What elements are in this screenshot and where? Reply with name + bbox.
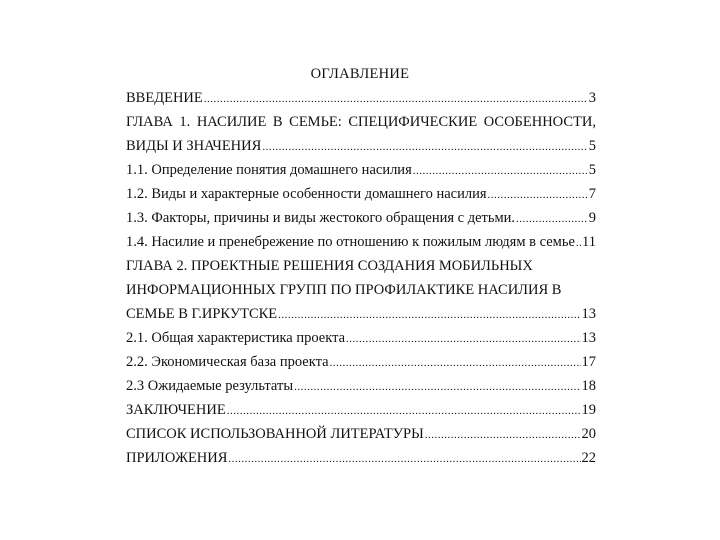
heading-word: ГЛАВА	[126, 114, 173, 130]
toc-leader-dots	[204, 91, 588, 108]
toc-leader-dots	[228, 451, 580, 468]
toc-entry-text: ВВЕДЕНИЕ	[126, 90, 203, 106]
toc-entry-2-3	[126, 378, 596, 396]
toc-leader-dots	[294, 379, 580, 396]
toc-entry-1-2	[126, 186, 596, 204]
toc-leader-dots	[262, 139, 587, 156]
toc-entry-introduction	[126, 90, 596, 108]
toc-entry-page: 19	[581, 402, 596, 418]
toc-entry-text: ПРИЛОЖЕНИЯ	[126, 450, 228, 466]
toc-entry-heading-line: ИНФОРМАЦИОННЫХ ГРУПП ПО ПРОФИЛАКТИКЕ НАСИЛИЯ В	[126, 282, 562, 298]
toc-leader-dots	[488, 187, 588, 204]
toc-entry-heading-line	[126, 114, 596, 131]
heading-word: ОСОБЕННОСТИ,	[483, 114, 596, 130]
toc-entry-text: СЕМЬЕ В Г.ИРКУТСКЕ	[126, 306, 278, 322]
toc-leader-dots	[413, 163, 588, 180]
toc-entry-page: 5	[588, 162, 596, 178]
toc-entry-page: 18	[581, 378, 596, 394]
toc-entry-text: ЗАКЛЮЧЕНИЕ	[126, 402, 226, 418]
document-title: ОГЛАВЛЕНИЕ	[310, 66, 410, 82]
heading-word: 1.	[179, 114, 191, 130]
toc-leader-dots	[425, 427, 581, 444]
toc-entry-page: 7	[588, 186, 596, 202]
toc-entry-page: 17	[581, 354, 596, 370]
toc-entry-chapter-2	[126, 258, 596, 324]
toc-entry-text: ВИДЫ И ЗНАЧЕНИЯ	[126, 138, 262, 154]
toc-entry-bibliography	[126, 426, 596, 444]
heading-word: СЕМЬЕ:	[289, 114, 342, 130]
toc-entry-text: 2.2. Экономическая база проекта	[126, 354, 329, 370]
heading-word: НАСИЛИЕ	[196, 114, 267, 130]
toc-entry-page: 11	[582, 234, 596, 250]
toc-leader-dots	[227, 403, 581, 420]
toc-entry-text: 1.4. Насилие и пренебрежение по отношению к пожилым людям в семье	[126, 234, 575, 250]
toc-entry-page: 3	[588, 90, 596, 106]
toc-entry-conclusion	[126, 402, 596, 420]
toc-entry-page: 20	[581, 426, 596, 442]
toc-entry-appendices	[126, 450, 596, 468]
toc-entry-page: 13	[581, 306, 596, 322]
toc-entry-1-3	[126, 210, 596, 228]
toc-entry-text: 1.1. Определение понятия домашнего насилия	[126, 162, 412, 178]
heading-word: В	[272, 114, 283, 130]
toc-entry-page: 22	[581, 450, 596, 466]
toc-entry-page: 9	[588, 210, 596, 226]
toc-entry-text: СПИСОК ИСПОЛЬЗОВАННОЙ ЛИТЕРАТУРЫ	[126, 426, 424, 442]
toc-leader-dots	[346, 331, 580, 348]
toc-entry-1-4	[126, 234, 596, 252]
toc-entry-text: 1.3. Факторы, причины и виды жестокого обращения с детьми.	[126, 210, 516, 226]
toc-leader-dots	[330, 355, 581, 372]
toc-entry-heading-line: ГЛАВА 2. ПРОЕКТНЫЕ РЕШЕНИЯ СОЗДАНИЯ МОБИЛЬНЫХ	[126, 258, 533, 274]
toc-leader-dots	[516, 211, 588, 228]
toc-entry-text: 2.3 Ожидаемые результаты	[126, 378, 294, 394]
toc-leader-dots	[278, 307, 580, 324]
toc-leader-dots	[576, 235, 581, 252]
toc-entry-page: 13	[581, 330, 596, 346]
toc-entry-2-1	[126, 330, 596, 348]
toc-entry-2-2	[126, 354, 596, 372]
toc-entry-page: 5	[588, 138, 596, 154]
toc-entry-1-1	[126, 162, 596, 180]
heading-word: СПЕЦИФИЧЕСКИЕ	[348, 114, 478, 130]
toc-entry-text: 1.2. Виды и характерные особенности домашнего насилия	[126, 186, 487, 202]
toc-entry-chapter-1	[126, 114, 596, 156]
toc-entry-text: 2.1. Общая характеристика проекта	[126, 330, 346, 346]
